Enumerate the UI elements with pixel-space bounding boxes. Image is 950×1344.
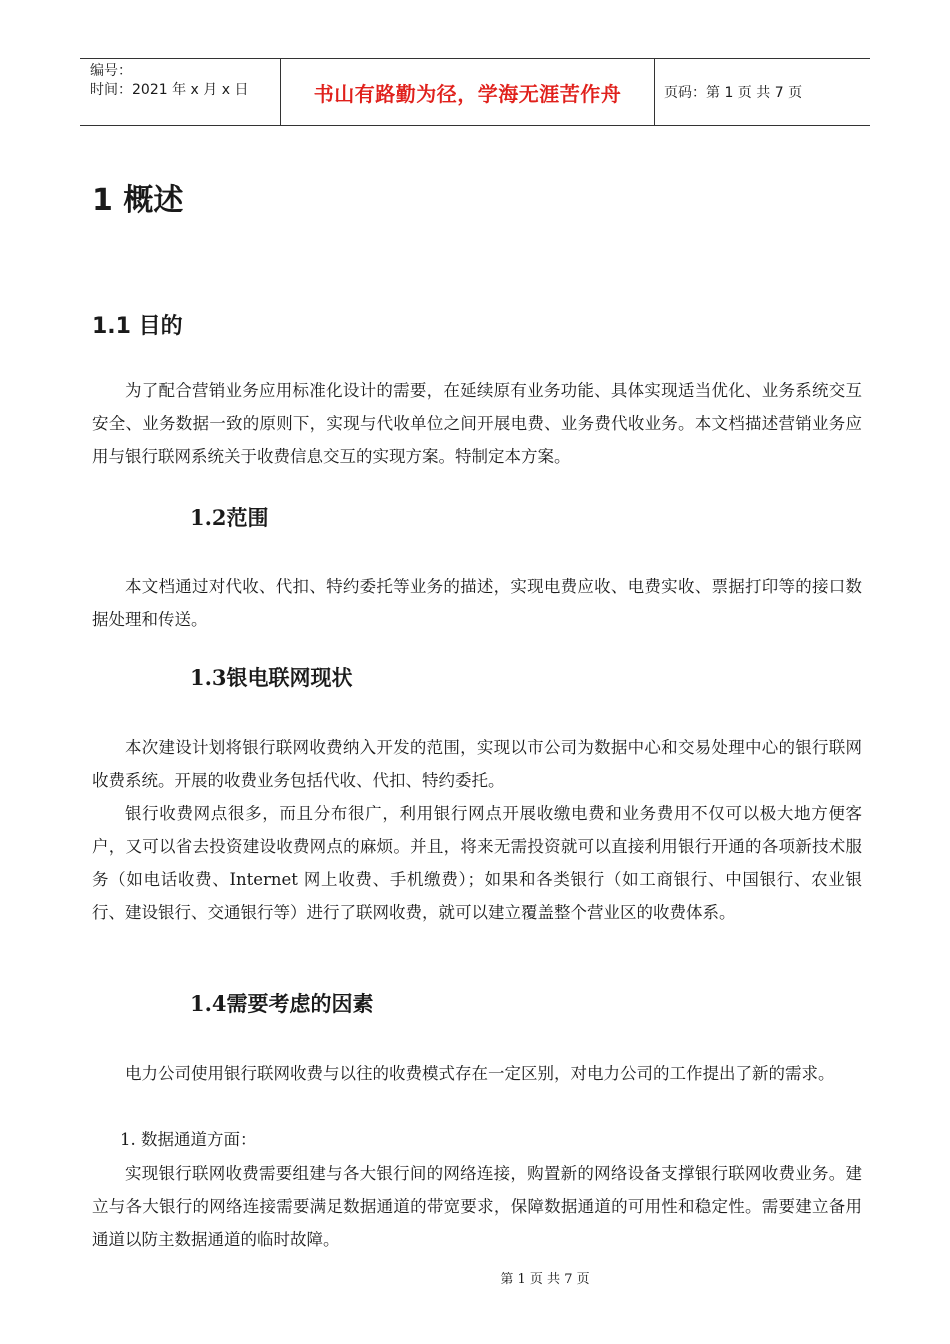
paragraph-scope: 本文档通过对代收、代扣、特约委托等业务的描述，实现电费应收、电费实收、票据打印等的接口数据处理和传送。 [92,577,862,629]
header-motto: 书山有路勤为径，学海无涯苦作舟 [281,59,655,125]
paragraph-factors-1: 电力公司使用银行联网收费与以往的收费模式存在一定区别，对电力公司的工作提出了新的需求。 [125,1064,835,1083]
header-page-info: 页码：第 1 页 共 7 页 [664,85,803,101]
paragraph-status-2: 银行收费网点很多，而且分布很广，利用银行网点开展收缴电费和业务费用不仅可以极大地方便客户，又可以省去投资建设收费网点的麻烦。并且，将来无需投资就可以直接利用银行开通的各项新技术服务（如电话收费、Internet 网上收费、手机缴费）；如果和各类银行（如工商银行、中国银行、农业银行、建设银行、交通银行等）进行了联网收费，就可以建立覆盖整个营业区的收费体系。 [92,804,862,922]
header-meta-cell [80,59,281,125]
heading-status: 1.3银电联网现状 [190,665,353,690]
doc-date-label: 时间：2021 年 x 月 x 日 [90,82,249,98]
heading-purpose: 1.1 目的 [92,314,183,339]
doc-number-label: 编号： [90,63,132,79]
list-item-data-channel: 1. 数据通道方面： [120,1130,257,1149]
paragraph-factors-2: 实现银行联网收费需要组建与各大银行间的网络连接，购置新的网络设备支撑银行联网收费业务。建立与各大银行的网络连接需要满足数据通道的带宽要求，保障数据通道的可用性和稳定性。需要建立备用通道以防主数据通道的临时故障。 [92,1164,862,1249]
heading-factors: 1.4需要考虑的因素 [190,991,374,1016]
document-header [80,58,870,126]
paragraph-purpose: 为了配合营销业务应用标准化设计的需要，在延续原有业务功能、具体实现适当优化、业务系统交互安全、业务数据一致的原则下，实现与代收单位之间开展电费、业务费代收业务。本文档描述营销业务应用与银行联网系统关于收费信息交互的实现方案。特制定本方案。 [92,381,862,466]
paragraph-status-1: 本次建设计划将银行联网收费纳入开发的范围，实现以市公司为数据中心和交易处理中心的银行联网收费系统。开展的收费业务包括代收、代扣、特约委托。 [92,738,862,790]
heading-overview: 1 概述 [92,183,184,218]
page-footer: 第 1 页 共 7 页 [500,1272,590,1287]
heading-scope: 1.2范围 [190,505,269,530]
